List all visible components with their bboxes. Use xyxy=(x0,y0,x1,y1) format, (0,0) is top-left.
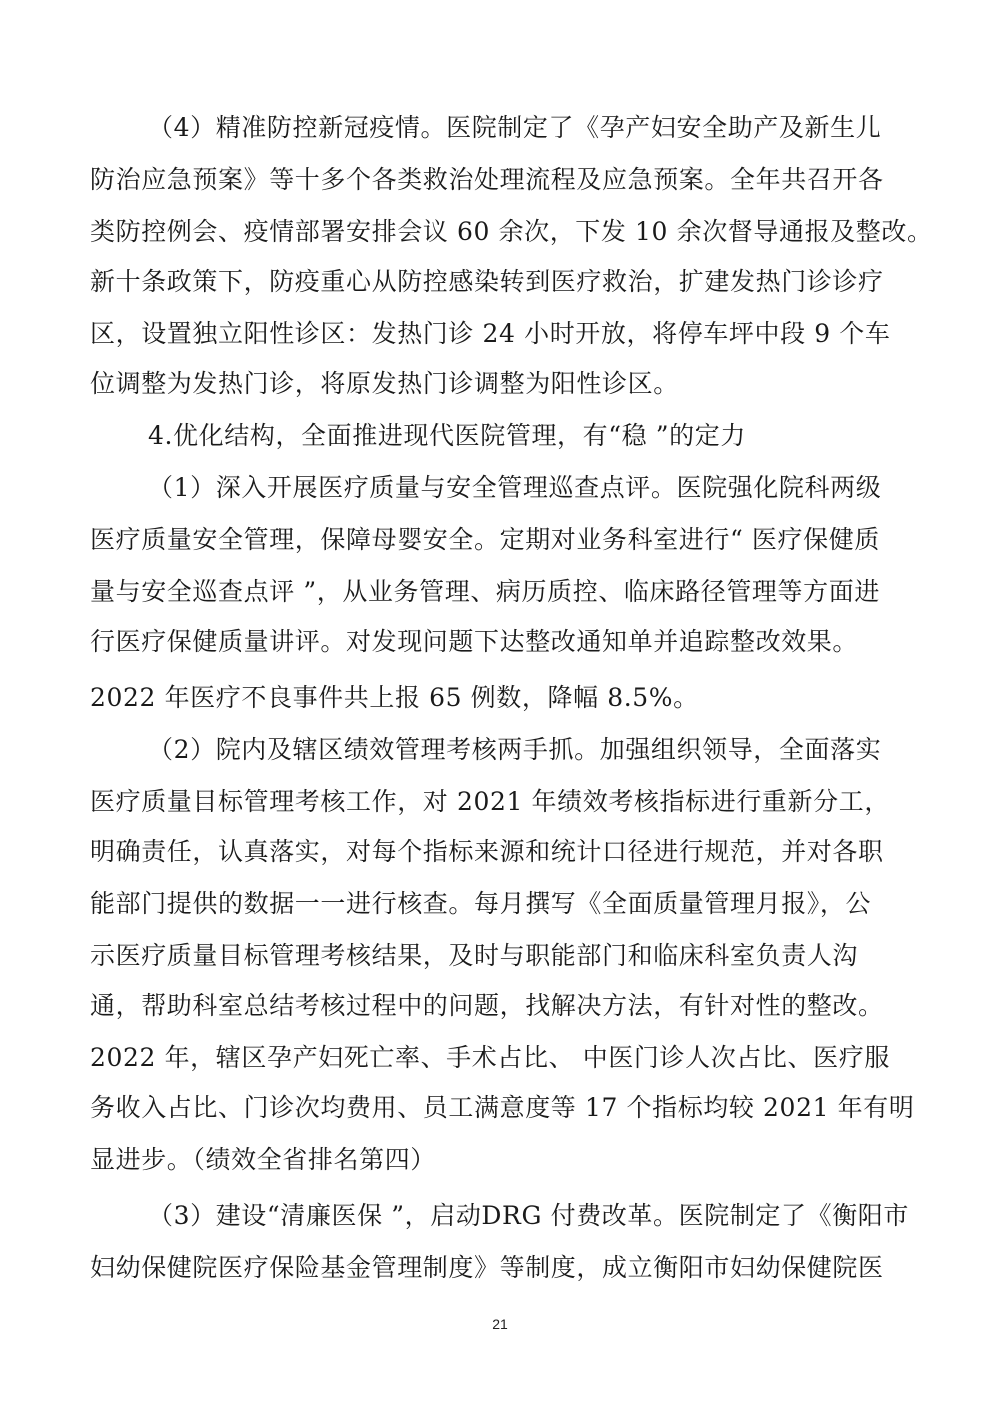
paragraph-2-line-8: 务收入占比、门诊次均费用、员工满意度等 17 个指标均较 2021 年有明 xyxy=(90,1093,915,1122)
paragraph-2-line-3: 明确责任，认真落实，对每个指标来源和统计口径进行规范，并对各职 xyxy=(90,837,884,866)
paragraph-1-line-5: 2022 年医疗不良事件共上报 65 例数，降幅 8.5%。 xyxy=(90,683,699,712)
paragraph-2-line-5: 示医疗质量目标管理考核结果，及时与职能部门和临床科室负责人沟 xyxy=(90,941,859,970)
paragraph-4-line-2: 防治应急预案》等十多个各类救治处理流程及应急预案。全年共召开各 xyxy=(90,165,884,194)
paragraph-1-line-3: 量与安全巡查点评 ”，从业务管理、病历质控、临床路径管理等方面进 xyxy=(90,577,880,606)
paragraph-4-line-5: 区，设置独立阳性诊区：发热门诊 24 小时开放，将停车坪中段 9 个车 xyxy=(90,319,891,348)
paragraph-2-line-1: （2）院内及辖区绩效管理考核两手抓。加强组织领导，全面落实 xyxy=(148,735,882,764)
paragraph-2-line-7: 2022 年，辖区孕产妇死亡率、手术占比、 中医门诊人次占比、医疗服 xyxy=(90,1043,890,1072)
paragraph-4-line-3: 类防控例会、疫情部署安排会议 60 余次，下发 10 余次督导通报及整改。 xyxy=(90,217,933,246)
paragraph-2-line-4: 能部门提供的数据一一进行核查。每月撰写《全面质量管理月报》，公 xyxy=(90,889,872,918)
paragraph-3-line-1: （3）建设“清廉医保 ”，启动DRG 付费改革。医院制定了《衡阳市 xyxy=(148,1201,910,1230)
page-number: 21 xyxy=(492,1316,508,1332)
paragraph-4-line-4: 新十条政策下，防疫重心从防控感染转到医疗救治，扩建发热门诊诊疗 xyxy=(90,267,884,296)
paragraph-2-line-6: 通，帮助科室总结考核过程中的问题，找解决方法，有针对性的整改。 xyxy=(90,991,884,1020)
paragraph-3-line-2: 妇幼保健院医疗保险基金管理制度》等制度，成立衡阳市妇幼保健院医 xyxy=(90,1253,884,1282)
paragraph-4-line-6: 位调整为发热门诊，将原发热门诊调整为阳性诊区。 xyxy=(90,369,679,398)
paragraph-2-line-2: 医疗质量目标管理考核工作，对 2021 年绩效考核指标进行重新分工， xyxy=(90,787,890,816)
paragraph-1-line-1: （1）深入开展医疗质量与安全管理巡查点评。医院强化院科两级 xyxy=(148,473,882,502)
paragraph-1-line-4: 行医疗保健质量讲评。对发现问题下达整改通知单并追踪整改效果。 xyxy=(90,627,859,656)
paragraph-4-line-1: （4）精准防控新冠疫情。医院制定了《孕产妇安全助产及新生儿 xyxy=(148,113,882,142)
section-4-heading: 4.优化结构，全面推进现代医院管理，有“稳 ”的定力 xyxy=(148,421,746,450)
paragraph-2-line-9: 显进步。（绩效全省排名第四） xyxy=(90,1145,436,1174)
paragraph-1-line-2: 医疗质量安全管理，保障母婴安全。定期对业务科室进行“ 医疗保健质 xyxy=(90,525,880,554)
